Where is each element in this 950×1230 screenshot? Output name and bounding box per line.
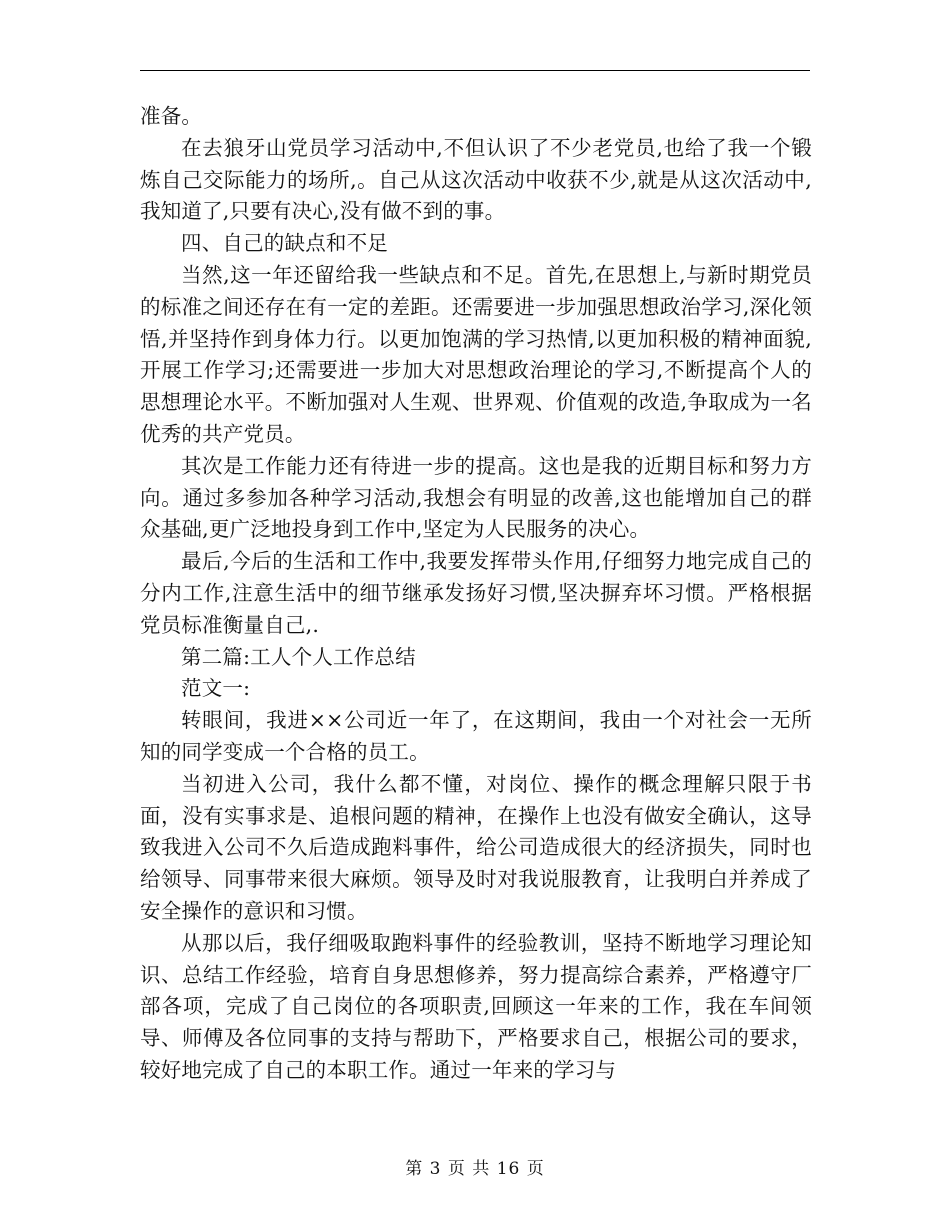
paragraph: 当初进入公司，我什么都不懂，对岗位、操作的概念理解只限于书面，没有实事求是、追根问题的精神，在操作上也没有做安全确认，这导致我进入公司不久后造成跑料事件，给公司造成很大的经济损失，同时也给领导、同事带来很大麻烦。领导及时对我说服教育，让我明白并养成了安全操作的意识和习惯。 (140, 771, 812, 923)
paragraph: 当然,这一年还留给我一些缺点和不足。首先,在思想上,与新时期党员的标准之间还存在有一定的差距。还需要进一步加强思想政治学习,深化领悟,并坚持作到身体力行。以更加饱满的学习热情,以更加积极的精神面貌,开展工作学习;还需要进一步加大对思想政治理论的学习,不断提高个人的思想理论水平。不断加强对人生观、世界观、价值观的改造,争取成为一名优秀的共产党员。 (140, 262, 812, 446)
page-footer (0, 1154, 950, 1179)
paragraph: 转眼间，我进××公司近一年了，在这期间，我由一个对社会一无所知的同学变成一个合格的员工。 (140, 708, 812, 764)
paragraph: 在去狼牙山党员学习活动中,不但认识了不少老党员,也给了我一个锻炼自己交际能力的场所,。自己从这次活动中收获不少,就是从这次活动中,我知道了,只要有决心,没有做不到的事。 (140, 135, 812, 224)
footer-suffix: 页 (526, 1159, 545, 1179)
footer-prefix: 第 (405, 1159, 424, 1179)
footer-middle: 页 共 (447, 1159, 491, 1179)
chapter-heading: 第二篇:工人个人工作总结 (181, 644, 416, 669)
body-text (140, 101, 812, 1087)
paragraph: 最后,今后的生活和工作中,我要发挥带头作用,仔细努力地完成自己的分内工作,注意生活中的细节继承发扬好习惯,坚决摒弃坏习惯。严格根据党员标准衡量自己,. (140, 549, 812, 637)
subheading: 范文一: (181, 676, 251, 701)
paragraph: 准备。 (140, 104, 203, 128)
header-rule (140, 70, 810, 71)
paragraph: 从那以后，我仔细吸取跑料事件的经验教训，坚持不断地学习理论知识、总结工作经验，培育自身思想修养，努力提高综合素养，严格遵守厂部各项，完成了自己岗位的各项职责,回顾这一年来的工作，我在车间领导、师傅及各位同事的支持与帮助下，严格要求自己，根据公司的要求，较好地完成了自己的本职工作。通过一年来的学习与 (140, 930, 812, 1082)
current-page-number: 3 (429, 1159, 442, 1179)
total-pages-number: 16 (496, 1159, 521, 1179)
paragraph: 其次是工作能力还有待进一步的提高。这也是我的近期目标和努力方向。通过多参加各种学习活动,我想会有明显的改善,这也能增加自己的群众基础,更广泛地投身到工作中,坚定为人民服务的决心。 (140, 453, 812, 542)
section-heading: 四、自己的缺点和不足 (181, 231, 388, 256)
